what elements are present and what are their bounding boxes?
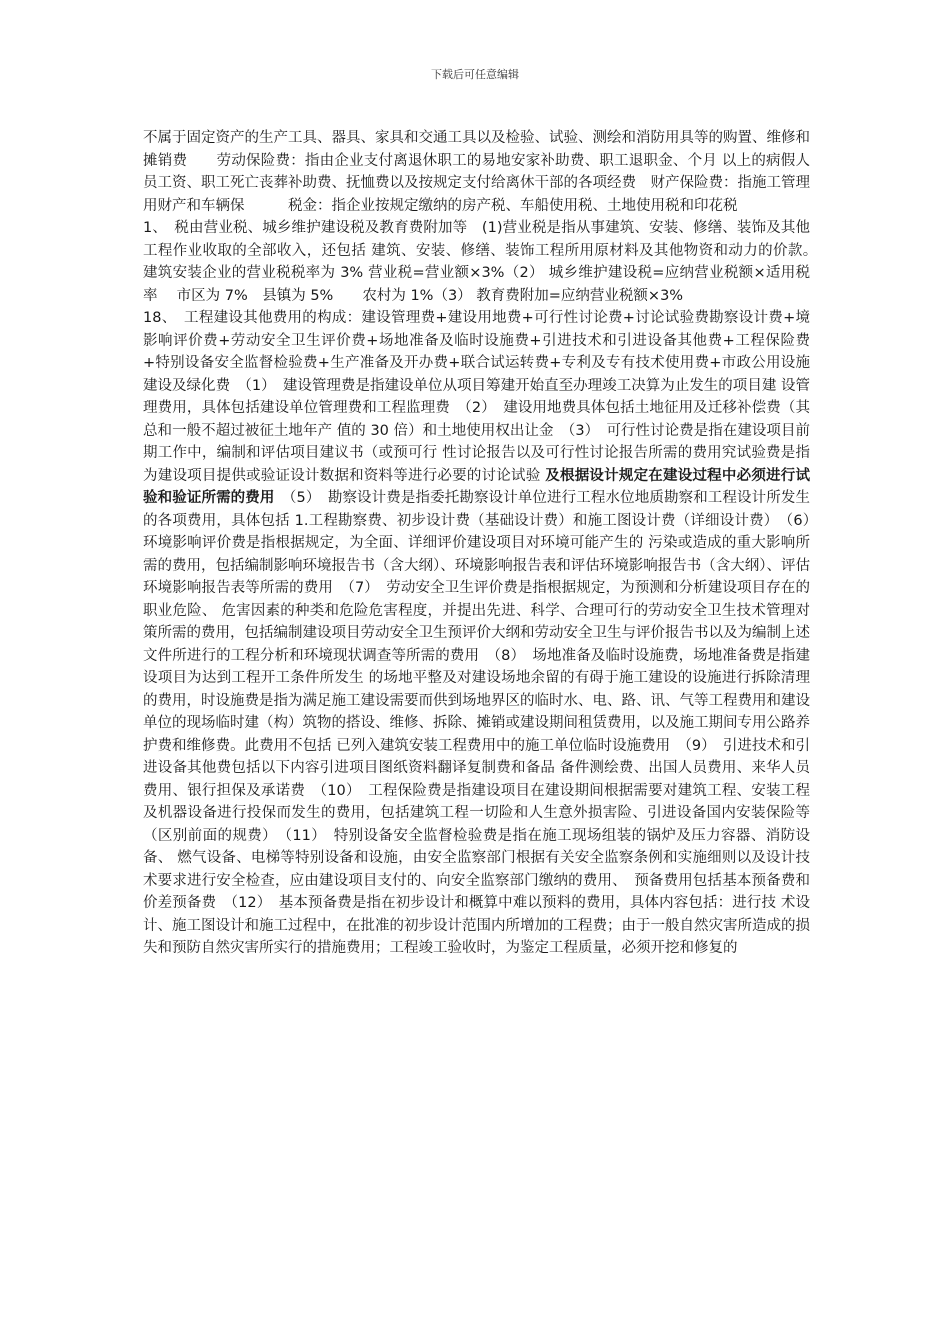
paragraph-expenses: 不属于固定资产的生产工具、器具、家具和交通工具以及检验、试验、测绘和消防用具等的购置、维修和摊销费 劳动保险费：指由企业支付离退休职工的易地安家补助费、职工退职金、个月 以上的病假人员工资、职工死亡丧葬补助费、抚恤费以及按规定支付给离休干部的各项经费 财产保险费：指施工管理用财产和车辆保 税金：指企业按规定缴纳的房产税、车船使用税、土地使用税和印花税 — [143, 130, 810, 214]
page-header: 下载后可任意编辑 — [431, 68, 519, 81]
document-body — [143, 127, 825, 960]
paragraph-other-costs — [143, 307, 825, 960]
paragraph-text-start: 18、 工程建设其他费用的构成：建设管理费+建设用地费+可行性讨论费+讨论试验费勘察设计费+境影响评价费+劳动安全卫生评价费+场地准备及临时设施费+引进技术和引进设备其他费+工程保险费+特别设备安全监督检验费+生产准备及开办费+联合试运转费+专利及专有技术使用费+市政公用设施建设及绿化费 （1） 建设管理费是指建设单位从项目筹建开始直至办理竣工决算为止发生的项目建 设管理费用，具体包括建设单位管理费和工程监理费 （2） 建设用地费具体包括土地征用及迁移补偿费（其总和一般不超过被征土地年产 值的 30 倍）和土地使用权出让金 （3） 可行性讨论费是指在建设项目前期工作中，编制和评估项目建议书（或预可行 性讨论报告以及可行性讨论报告所需的费用究试验费是指为建设项目提供或验证设计数据和资料等进行必要的讨论试验 — [143, 310, 810, 484]
paragraph-text-end: （5） 勘察设计费是指委托勘察设计单位进行工程水位地质勘察和工程设计所发生的各项费用，具体包括 1.工程勘察费、初步设计费（基础设计费）和施工图设计费（详细设计费） （6） 环境影响评价费是指根据规定，为全面、详细评价建设项目对环境可能产生的 污染或造成的重大影响所需的费用，包括编制影响环境报告书（含大纲）、环境影响报告表和评估环境影响报告书（含大纲）、评估环境影响报告表等所需的费用 （7） 劳动安全卫生评价费是指根据规定，为预测和分析建设项目存在的职业危险、 危害因素的种类和危险危害程度，并提出先进、科学、合理可行的劳动安全卫生技术管理对策所需的费用，包括编制建设项目劳动安全卫生预评价大纲和劳动安全卫生与评价报告书以及为编制上述文件所进行的工程分析和环境现状调查等所需的费用 （8） 场地准备及临时设施费，场地准备费是指建设项目为达到工程开工条件所发生 的场地平整及对建设场地余留的有碍于施工建设的设施进行拆除清理的费用，时设施费是指为满足施工建设需要而供到场地界区的临时水、电、路、讯、气等工程费用和建设单位的现场临时建（构）筑物的搭设、维修、拆除、摊销或建设期间租赁费用，以及施工期间专用公路养护费和维修费。此费用不包括 已列入建筑安装工程费用中的施工单位临时设施费用 （9） 引进技术和引进设备其他费包括以下内容引进项目图纸资料翻译复制费和备品 备件测绘费、出国人员费用、来华人员费用、银行担保及承诺费 （10） 工程保险费是指建设项目在建设期间根据需要对建筑工程、安装工程及机器设备进行投保而发生的费用，包括建筑工程一切险和人生意外损害险、引进设备国内安装保险等（区别前面的规费） （11） 特别设备安全监督检验费是指在施工现场组装的锅炉及压力容器、消防设备、 燃气设备、电梯等特别设备和设施，由安全监察部门根据有关安全监察条例和实施细则以及设计技术要求进行安全检查，应由建设项目支付的、向安全监察部门缴纳的费用、 预备费用包括基本预备费和价差预备费 （12） 基本预备费是指在初步设计和概算中难以预料的费用，具体内容包括：进行技 术设计、施工图设计和施工过程中，在批准的初步设计范围内所增加的工程费；由于一般自然灾害所造成的损失和预防自然灾害所实行的措施费用；工程竣工验收时，为鉴定工程质量，必须开挖和修复的 — [143, 490, 825, 956]
bold-emphasis: 及根据设计规定在建设过程中必须进行试验和验证所需的费用 — [143, 467, 811, 506]
paragraph-taxes: 1、 税由营业税、城乡维护建设税及教育费附加等 (1)营业税是指从事建筑、安装、修缮、装饰及其他工程作业收取的全部收入，还包括 建筑、安装、修缮、装饰工程所用原材料及其他物资和动力的价款。 建筑安装企业的营业税税率为 3% 营业税=营业额×3%（2） 城乡维护建设税=应纳营业税额×适用税率 市区为 7% 县镇为 5% 农村为 1%（3） 教育费附加=应纳营业税额×3% — [143, 220, 825, 304]
